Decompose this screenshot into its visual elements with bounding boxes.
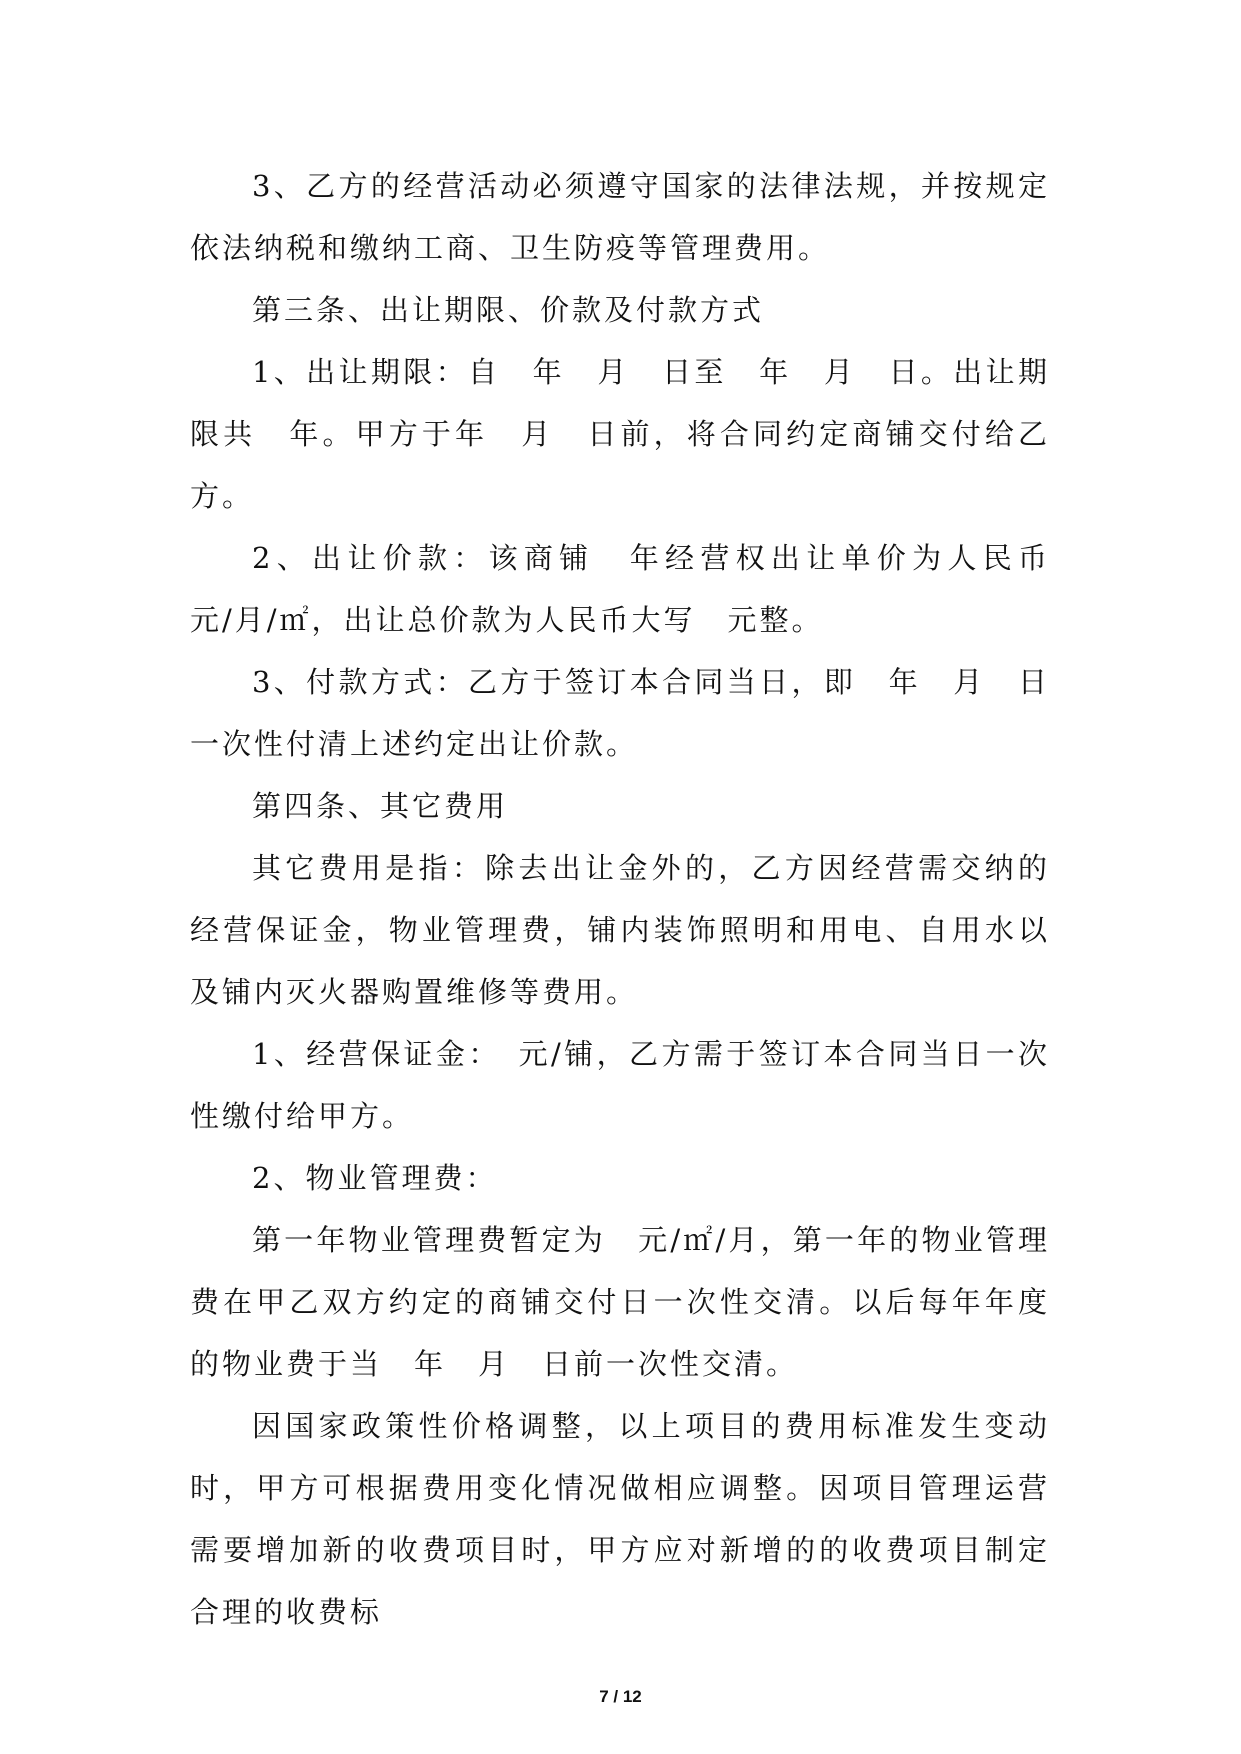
paragraph-transfer-term: 1、出让期限：自 年 月 日至 年 月 日。出让期限共 年。甲方于年 月 日前，将合同约定商铺交付给乙方。 [190,355,1050,513]
paragraph-other-fees-definition: 其它费用是指：除去出让金外的，乙方因经营需交纳的经营保证金，物业管理费，铺内装饰照明和用电、自用水以及铺内灭火器购置维修等费用。 [190,851,1050,1009]
paragraph-payment-method: 3、付款方式：乙方于签订本合同当日，即 年 月 日一次性付清上述约定出让价款。 [190,665,1050,761]
page-number: 7 / 12 [599,1687,642,1706]
heading-article-4: 第四条、其它费用 [252,789,509,823]
heading-article-3: 第三条、出让期限、价款及付款方式 [252,293,765,327]
document-body [190,155,1083,1643]
paragraph-property-fee-heading: 2、物业管理费： [252,1161,498,1195]
paragraph-business-deposit: 1、经营保证金： 元/铺，乙方需于签订本合同当日一次性缴付给甲方。 [190,1037,1050,1133]
paragraph-clause-3-compliance: 3、乙方的经营活动必须遵守国家的法律法规，并按规定依法纳税和缴纳工商、卫生防疫等管理费用。 [190,169,1050,265]
paragraph-price-adjustment: 因国家政策性价格调整，以上项目的费用标准发生变动时，甲方可根据费用变化情况做相应调整。因项目管理运营需要增加新的收费项目时，甲方应对新增的的收费项目制定合理的收费标 [190,1409,1050,1629]
paragraph-transfer-price: 2、出让价款：该商铺 年经营权出让单价为人民币 元/月/㎡，出让总价款为人民币大写 元整。 [190,541,1083,637]
paragraph-property-fee-detail: 第一年物业管理费暂定为 元/㎡/月，第一年的物业管理费在甲乙双方约定的商铺交付日一次性交清。以后每年年度的物业费于当 年 月 日前一次性交清。 [190,1223,1050,1381]
